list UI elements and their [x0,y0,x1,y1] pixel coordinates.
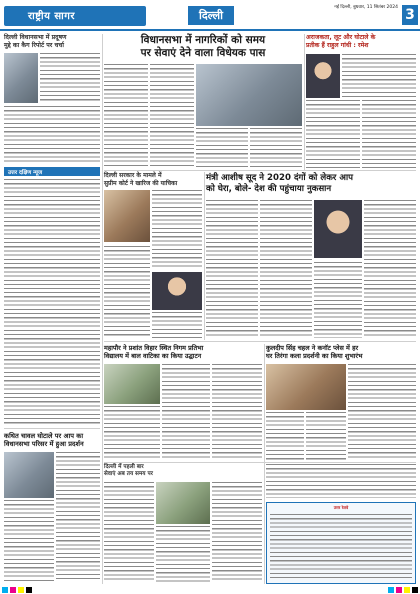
brand-bar [4,6,146,26]
left-top-headline: दिल्ली विधानसभा में प्रदूषण मुद्दे का कैग रिपोर्ट पर चर्चा [4,34,67,49]
column-rule [264,344,265,584]
mid-right-body-col3 [314,262,362,338]
kuldeep-body-col2 [306,412,346,460]
school-photo [104,364,160,404]
mid-right-body-col1 [206,200,258,338]
bottom-left-body-col1 [4,500,54,582]
mid-right-portrait [314,200,362,258]
mid-left-photo [104,190,150,242]
lead-body-col3 [196,128,248,168]
row-rule [104,170,416,171]
bottom-left-body-col2 [56,452,100,582]
bottom-mid-body-col3 [212,482,262,582]
registration-mark [2,587,8,593]
right-top-headline: अराजकता, लूट और घोटाले के प्रतीक हैं राहुल गांधी : रमेश [306,34,376,49]
kuldeep-headline: कुलदीप सिंह चहल ने कनॉट प्लेस में हर घर तिरंगा कला प्रदर्शनी का किया शुभारंभ [266,344,363,361]
newspaper-brand: राष्ट्रीय सागर [28,11,75,22]
right-top-portrait [306,54,340,98]
column-rule [304,34,305,170]
registration-mark [26,587,32,593]
mid-left-body-2 [104,246,150,338]
mid-left-portrait [152,272,202,310]
lead-body-col4 [250,128,302,168]
registration-mark [404,587,410,593]
mid-right-body-col2 [260,200,312,338]
bottom-mid-body-col1 [104,482,154,582]
right-top-body-3 [362,100,416,168]
bottom-mid-photo [156,482,210,524]
bottom-left-photo [4,452,54,498]
left-long-body-2 [4,292,100,424]
registration-mark [412,587,418,593]
lead-headline: विधानसभा में नागरिकों को समय पर सेवाएं देने वाला विधेयक पास [140,34,266,59]
kuldeep-body-col1 [266,412,304,460]
bottom-left-headline: कथित चावल घोटाले पर आप का विधानसभा परिसर में हुआ प्रदर्शन [4,432,84,449]
section-band-label: उत्तर दक्षिण न्यूज [8,170,43,176]
bottom-mid-body-col2 [156,526,210,582]
left-long-body [4,179,100,289]
mid-left-body [152,190,202,270]
kuldeep-body-col3 [348,364,416,460]
advertisement-body [270,514,412,580]
dateline: नई दिल्ली, बुधवार, 11 सितंबर 2024 [334,5,398,10]
registration-mark [10,587,16,593]
mid-right-headline: मंत्री आशीष सूद ने 2020 दंगों को लेकर आप को घेरा, बोले- देश की पहुंचाया नुकसान [206,173,353,194]
advertisement-label: उत्तर रेलवे [333,505,349,510]
bottom-mid-headline: दिल्ली में पहली बार सेवाएं अब तय समय पर [104,464,153,478]
right-lower-body [266,464,416,498]
school-headline: महापौर ने प्रशांत विहार स्थित निगम प्रतिभा विद्यालय में बाल वाटिका का किया उद्घाटन [104,344,204,361]
school-body-col1 [104,406,160,460]
mid-right-body-col4 [364,200,416,338]
row-rule [104,462,416,463]
school-body-col2 [162,364,210,460]
right-top-body-2 [306,100,360,168]
column-rule [102,34,103,584]
registration-mark [18,587,24,593]
column-rule [204,172,205,340]
registration-mark [388,587,394,593]
city-label: दिल्ली [188,6,234,25]
lead-body-col1 [104,64,148,168]
kuldeep-photo [266,364,346,410]
school-body-col3 [212,364,262,460]
lead-body-col2 [150,64,194,168]
mid-left-headline: दिल्ली सरकार के मामले में सुप्रीम कोर्ट ने खारिज की याचिका [104,172,178,187]
right-top-body [342,54,416,98]
registration-mark [396,587,402,593]
left-top-body [40,53,100,103]
row-rule [104,341,416,342]
left-top-photo [4,53,38,103]
left-top-body-2 [4,106,100,162]
masthead-rule [0,29,420,31]
page-number: 3 [402,5,418,25]
row-rule [4,428,100,429]
lead-photo [196,64,302,126]
mid-left-body-3 [152,312,202,338]
